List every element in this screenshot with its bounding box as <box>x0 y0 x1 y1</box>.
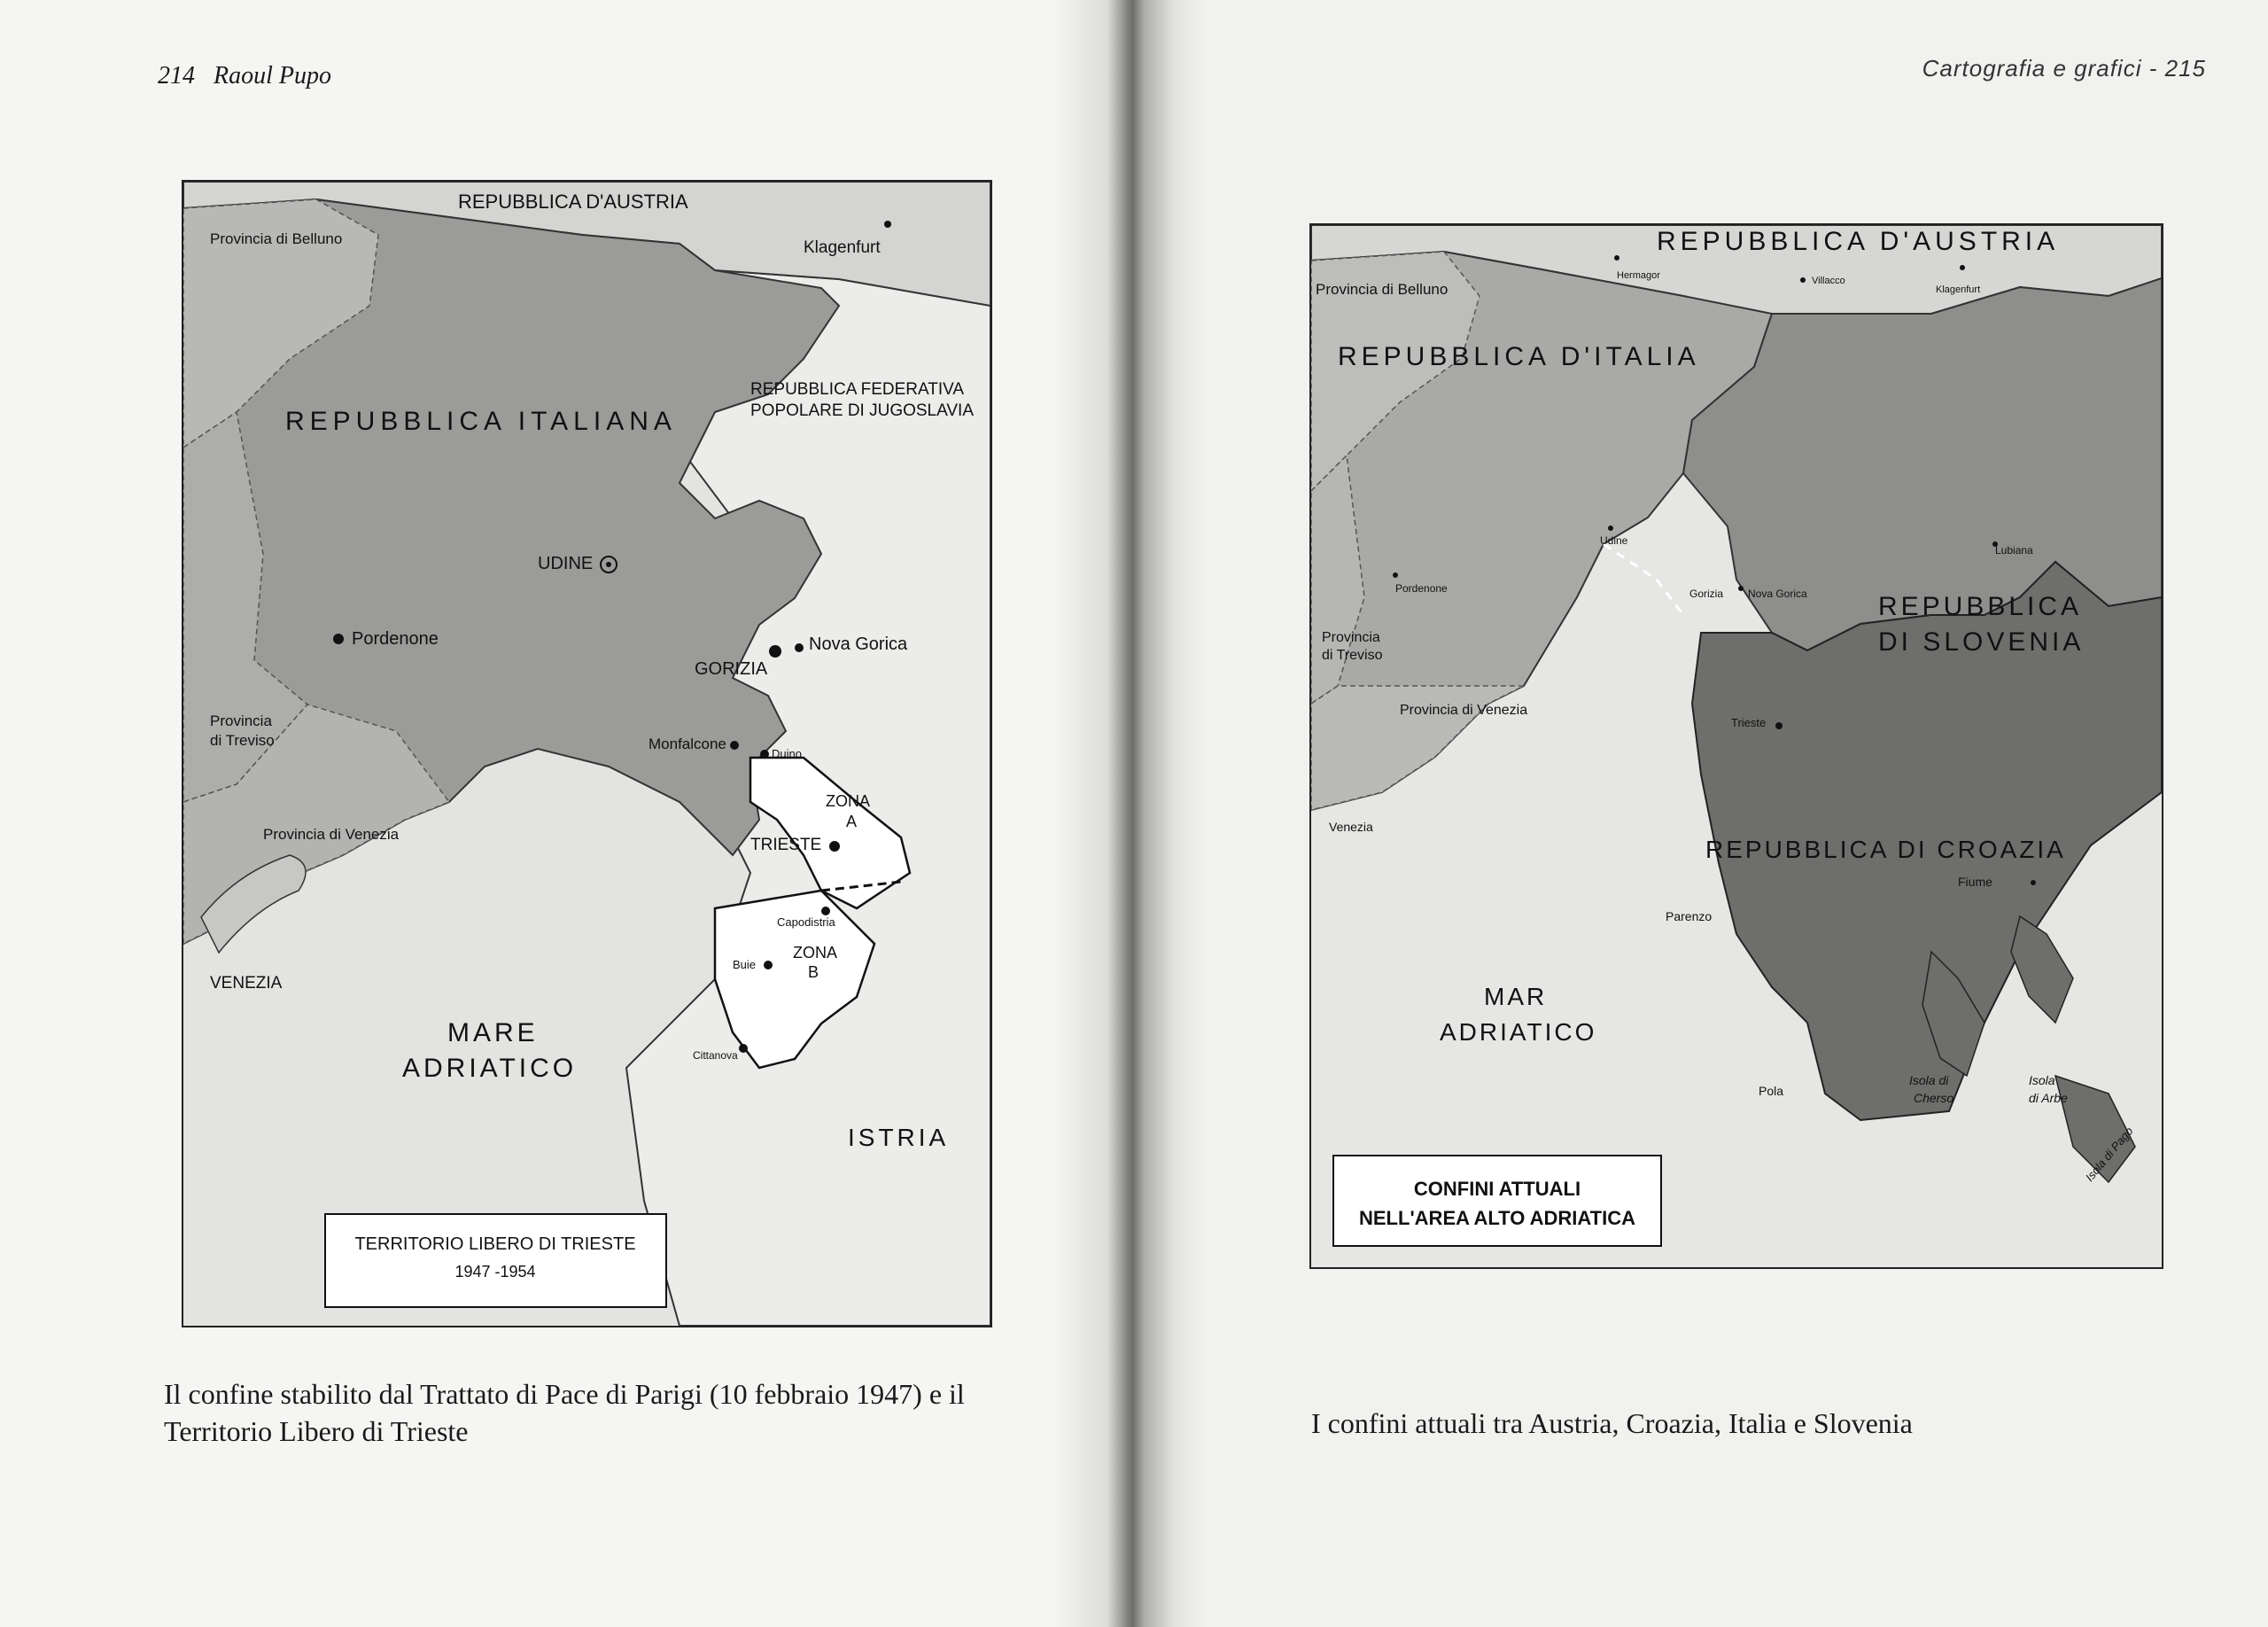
label-austria: REPUBBLICA D'AUSTRIA <box>458 191 688 213</box>
label-nova-gorica: Nova Gorica <box>1748 588 1807 600</box>
label-venezia: VENEZIA <box>210 974 283 993</box>
label-arbe-1: Isola <box>2029 1073 2055 1087</box>
label-zona-a-1: ZONA <box>826 792 871 810</box>
dot-trieste <box>829 841 840 852</box>
map-left-svg <box>183 182 990 1326</box>
label-slovenia-2: DI SLOVENIA <box>1878 627 2085 657</box>
dot-pordenone <box>1393 572 1398 578</box>
legend-box-right <box>1333 1156 1661 1246</box>
caption-left: Il confine stabilito dal Trattato di Pace di Parigi (10 febbraio 1947) e il Territorio Libero di Trieste <box>164 1378 965 1447</box>
label-italia: REPUBBLICA ITALIANA <box>285 407 677 436</box>
dot-capodistria <box>821 907 830 915</box>
label-croazia: REPUBBLICA DI CROAZIA <box>1705 836 2066 863</box>
label-pordenone: Pordenone <box>352 629 439 649</box>
label-treviso-1: Provincia <box>210 712 272 729</box>
label-pola: Pola <box>1759 1084 1784 1098</box>
label-slovenia-1: REPUBBLICA <box>1878 592 2083 621</box>
label-mar-2: ADRIATICO <box>1440 1018 1597 1046</box>
label-gorizia: GORIZIA <box>695 659 768 679</box>
label-mare-2: ADRIATICO <box>402 1054 578 1083</box>
label-zona-a-2: A <box>846 813 858 830</box>
label-gorizia: Gorizia <box>1689 588 1724 600</box>
label-jugo-2: POPOLARE DI JUGOSLAVIA <box>750 401 975 420</box>
dot-trieste <box>1775 722 1783 729</box>
book-gutter-shadow <box>1054 0 1205 1627</box>
dot-cittanova <box>739 1044 748 1053</box>
label-hermagor: Hermagor <box>1617 270 1660 281</box>
label-zona-b-1: ZONA <box>793 944 838 961</box>
label-treviso-2: di Treviso <box>210 732 275 749</box>
label-austria: REPUBBLICA D'AUSTRIA <box>1657 227 2060 256</box>
dot-hermagor <box>1614 255 1619 261</box>
dot-buie <box>764 961 773 969</box>
dot-fiume <box>2031 880 2036 885</box>
label-arbe-2: di Arbe <box>2029 1091 2068 1105</box>
label-pordenone: Pordenone <box>1395 582 1448 595</box>
label-belluno: Provincia di Belluno <box>210 230 343 247</box>
legend-line-1: CONFINI ATTUALI <box>1413 1178 1581 1200</box>
page-number: 214 <box>158 62 195 90</box>
dot-nova-gorica <box>769 645 781 658</box>
dot-klagenfurt <box>1960 265 1965 270</box>
label-fiume: Fiume <box>1958 875 1992 889</box>
label-villacco: Villacco <box>1812 276 1845 286</box>
label-udine: Udine <box>1600 534 1628 547</box>
label-nova-gorica: Nova Gorica <box>809 634 908 654</box>
label-duino: Duino <box>772 747 802 760</box>
dot-udine <box>1608 525 1613 531</box>
legend-box-left <box>325 1214 666 1307</box>
legend-years: 1947 -1954 <box>454 1263 536 1281</box>
dot-villacco <box>1800 277 1806 283</box>
label-buie: Buie <box>733 958 757 971</box>
label-mar-1: MAR <box>1484 983 1548 1010</box>
dot-gorizia <box>1738 586 1744 591</box>
label-trieste: Trieste <box>1731 716 1767 729</box>
running-head-right: Cartografia e grafici - 215 <box>1922 55 2206 82</box>
running-head-left <box>158 62 331 90</box>
label-monfalcone: Monfalcone <box>649 736 726 752</box>
label-mare-1: MARE <box>447 1018 539 1047</box>
label-treviso-2: di Treviso <box>1322 648 1383 663</box>
label-pago: Isola di Pago <box>2082 1124 2136 1184</box>
legend-title: TERRITORIO LIBERO DI TRIESTE <box>354 1234 636 1254</box>
map-confini-attuali <box>1309 223 2163 1269</box>
section-title: Cartografia e grafici <box>1922 55 2142 82</box>
label-belluno: Provincia di Belluno <box>1316 281 1449 298</box>
label-istria: ISTRIA <box>848 1124 950 1151</box>
label-venezia-prov: Provincia di Venezia <box>263 826 400 843</box>
page-number: 215 <box>2164 55 2206 82</box>
label-jugo-1: REPUBBLICA FEDERATIVA <box>750 380 965 399</box>
label-cherso-1: Isola di <box>1909 1073 1949 1087</box>
map-right-svg <box>1311 225 2162 1267</box>
label-zona-b-2: B <box>808 963 819 981</box>
label-klagenfurt: Klagenfurt <box>804 238 881 257</box>
dot-klagenfurt <box>884 221 891 228</box>
map-territorio-libero <box>182 180 992 1327</box>
dot-pordenone <box>333 634 344 644</box>
label-trieste: TRIESTE <box>750 836 822 854</box>
label-lubiana: Lubiana <box>1995 544 2033 557</box>
caption-right: I confini attuali tra Austria, Croazia, Italia e Slovenia <box>1311 1407 1913 1439</box>
label-venezia-prov: Provincia di Venezia <box>1400 703 1528 718</box>
label-italia: REPUBBLICA D'ITALIA <box>1338 342 1700 371</box>
label-venezia: Venezia <box>1329 820 1373 834</box>
label-klagenfurt: Klagenfurt <box>1936 284 1981 295</box>
dot-duino <box>760 750 769 759</box>
author-name: Raoul Pupo <box>214 62 331 90</box>
label-cittanova: Cittanova <box>693 1049 738 1062</box>
label-cherso-2: Cherso <box>1914 1091 1954 1105</box>
label-treviso-1: Provincia <box>1322 630 1380 645</box>
left-page <box>0 0 1125 1627</box>
legend-line-2: NELL'AREA ALTO ADRIATICA <box>1359 1207 1635 1229</box>
label-parenzo: Parenzo <box>1666 909 1713 923</box>
label-capodistria: Capodistria <box>777 915 835 929</box>
label-udine: UDINE <box>538 554 594 573</box>
dot-monfalcone <box>730 741 739 750</box>
